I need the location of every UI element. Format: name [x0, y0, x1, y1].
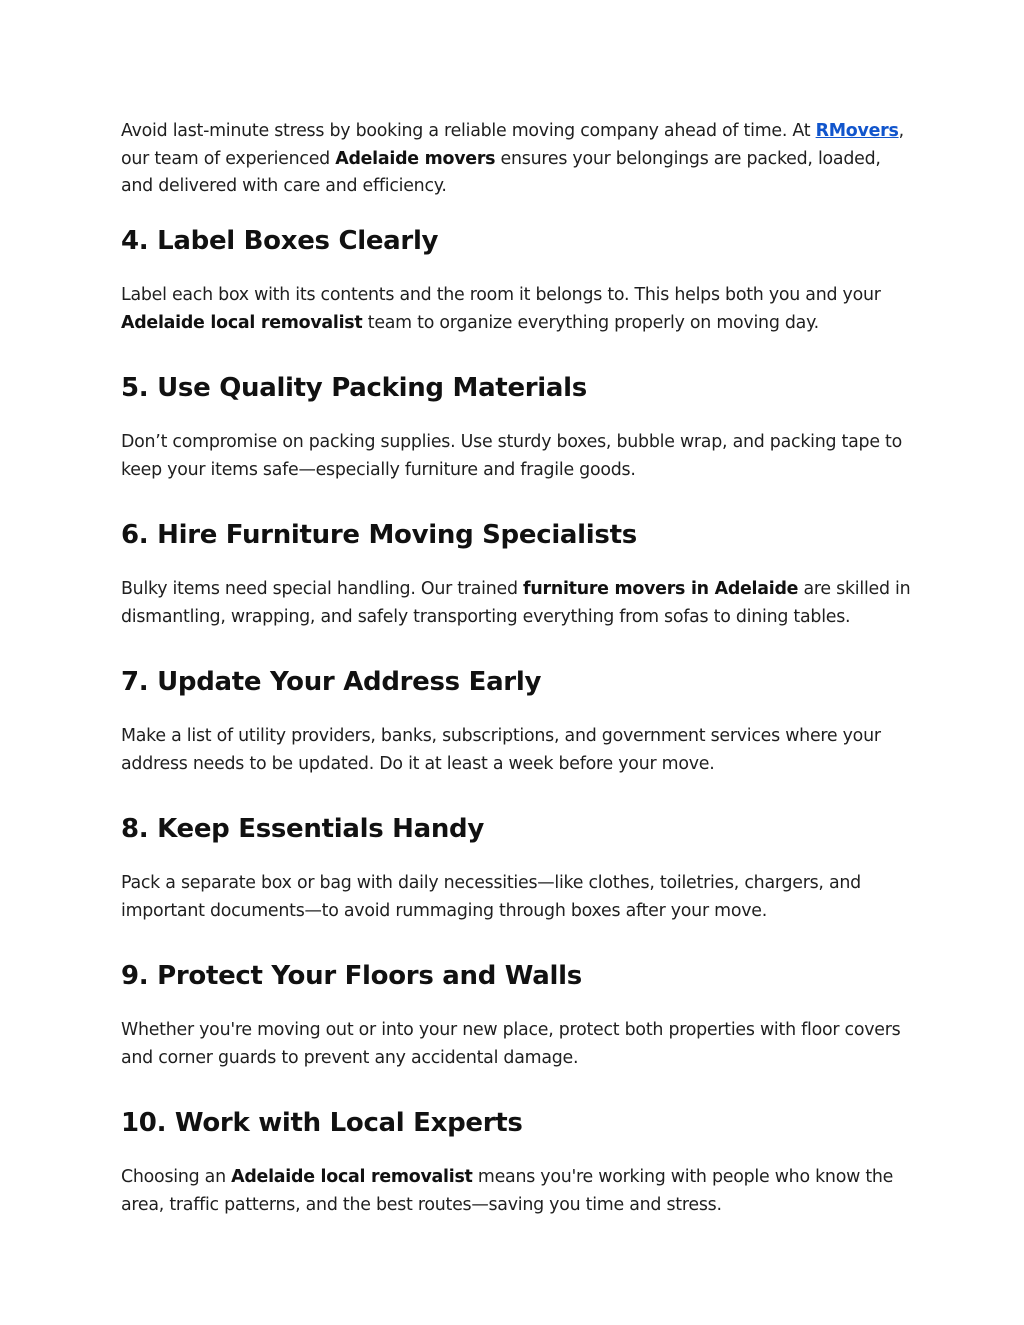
section-heading: 7. Update Your Address Early	[121, 667, 542, 697]
section-paragraph: Choosing an Adelaide local removalist means you're working with people who know the area, traffic patterns, and the best routes—saving you time and stress.	[121, 1167, 894, 1215]
section-local-experts	[121, 1096, 911, 1219]
section-essentials-handy	[121, 802, 911, 925]
section-paragraph: Bulky items need special handling. Our trained furniture movers in Adelaide are skilled in dismantling, wrapping, and safely transporting everything from sofas to dining tables.	[121, 579, 911, 627]
section-label-boxes	[121, 214, 911, 337]
section-packing-materials	[121, 361, 911, 484]
section-heading: 6. Hire Furniture Moving Specialists	[121, 520, 637, 550]
rmovers-link[interactable]: RMovers	[815, 121, 899, 141]
section-update-address	[121, 655, 911, 778]
document-page	[121, 118, 911, 1219]
section-paragraph: Whether you're moving out or into your new place, protect both properties with floor covers and corner guards to prevent any accidental damage.	[121, 1020, 901, 1068]
section-heading: 8. Keep Essentials Handy	[121, 814, 484, 844]
section-heading: 10. Work with Local Experts	[121, 1108, 523, 1138]
section-furniture-specialists	[121, 508, 911, 631]
section-heading: 4. Label Boxes Clearly	[121, 226, 439, 256]
intro-block	[121, 118, 911, 214]
section-paragraph: Don’t compromise on packing supplies. Use sturdy boxes, bubble wrap, and packing tape to keep your items safe—especially furniture and fragile goods.	[121, 432, 903, 480]
section-paragraph: Label each box with its contents and the room it belongs to. This helps both you and your Adelaide local removalist team to organize everything properly on moving day.	[121, 285, 881, 333]
section-heading: 9. Protect Your Floors and Walls	[121, 961, 582, 991]
section-paragraph: Make a list of utility providers, banks, subscriptions, and government services where your address needs to be updated. Do it at least a week before your move.	[121, 726, 881, 774]
section-heading: 5. Use Quality Packing Materials	[121, 373, 587, 403]
section-protect-floors	[121, 949, 911, 1072]
section-paragraph: Pack a separate box or bag with daily necessities—like clothes, toiletries, chargers, and important documents—to avoid rummaging through boxes after your move.	[121, 873, 861, 921]
intro-paragraph: Avoid last-minute stress by booking a reliable moving company ahead of time. At RMovers, our team of experienced Adelaide movers ensures your belongings are packed, loaded, and delivered with care and efficiency.	[121, 121, 904, 196]
